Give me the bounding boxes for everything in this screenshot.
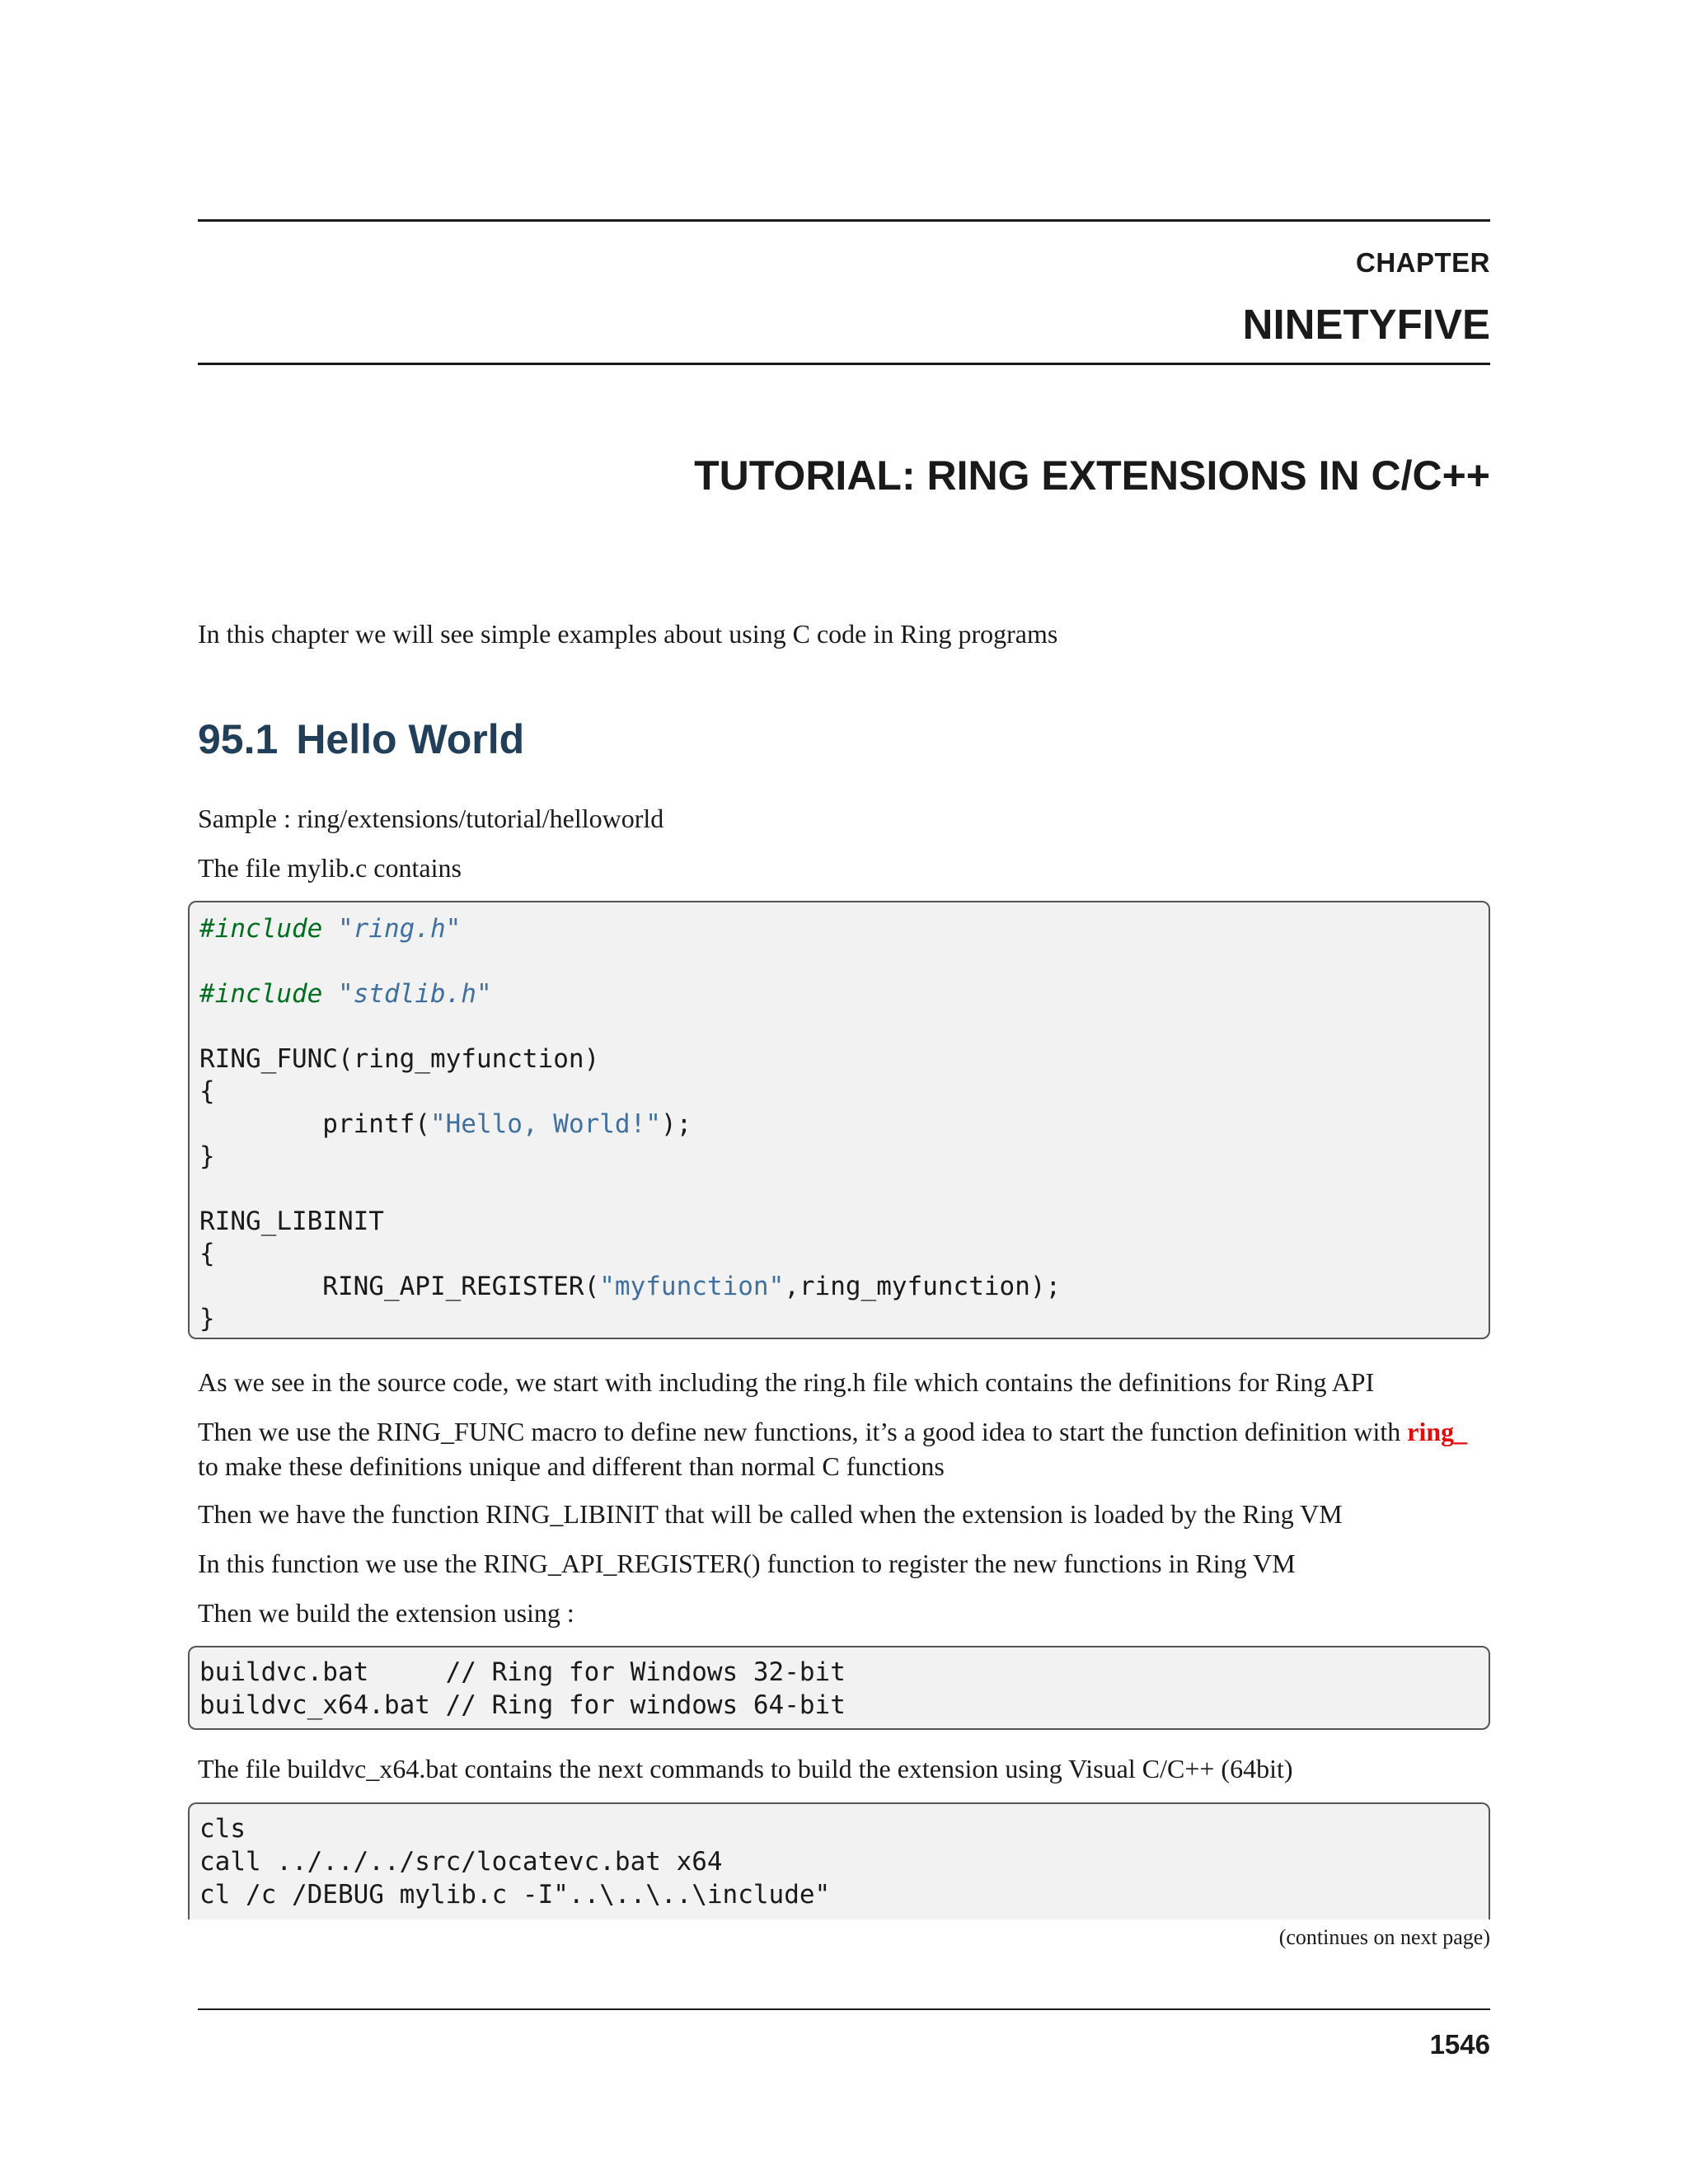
section-title: Hello World	[296, 716, 525, 762]
footer-rule	[198, 2008, 1490, 2010]
code-text: printf(	[199, 1109, 430, 1139]
code-line: {	[199, 1239, 215, 1268]
code-text: ,ring_myfunction);	[784, 1272, 1062, 1301]
section-number: 95.1	[198, 716, 279, 762]
continues-note: (continues on next page)	[1278, 1925, 1490, 1949]
code-line: RING_FUNC(ring_myfunction)	[199, 1044, 600, 1074]
ring-prefix-highlight: ring_	[1407, 1417, 1468, 1446]
code-line: buildvc.bat // Ring for Windows 32-bit	[199, 1657, 846, 1687]
code-line: call ../../../src/locatevc.bat x64	[199, 1847, 723, 1877]
chapter-number: NINETYFIVE	[1242, 301, 1490, 348]
intro-paragraph: In this chapter we will see simple examples about using C code in Ring programs	[198, 619, 1058, 649]
preprocessor-token: #include	[199, 914, 323, 944]
code-line	[199, 977, 492, 1010]
explain-text: Then we use the RING_FUNC macro to define new functions, it’s a good idea to start the function definition with	[198, 1417, 1408, 1446]
explain-paragraph: In this function we use the RING_API_REGISTER() function to register the new functions in Ring VM	[198, 1549, 1296, 1578]
chapter-label: CHAPTER	[1355, 247, 1490, 278]
code-line: buildvc_x64.bat // Ring for windows 64-bit	[199, 1690, 846, 1720]
explain-text: to make these definitions unique and different than normal C functions	[198, 1451, 945, 1481]
code-line: {	[199, 1076, 215, 1106]
chapter-title: TUTORIAL: RING EXTENSIONS IN C/C++	[694, 452, 1490, 499]
code-line: cl /c /DEBUG mylib.c -I"..\..\..\include"	[199, 1880, 831, 1910]
include-file-token: "ring.h"	[337, 914, 462, 944]
string-token: "Hello, World!"	[429, 1109, 661, 1139]
code-line: }	[199, 1304, 215, 1333]
code-block-mylib-c	[188, 901, 1490, 1339]
section-heading	[198, 715, 524, 763]
explain-paragraph	[198, 1414, 1490, 1483]
code-text: );	[660, 1109, 692, 1139]
string-token: "myfunction"	[599, 1272, 785, 1301]
include-file-token: "stdlib.h"	[337, 979, 492, 1009]
code-line	[199, 1270, 1061, 1303]
chapter-bottom-rule	[198, 363, 1490, 365]
code-line	[199, 912, 461, 945]
code-text: RING_API_REGISTER(	[199, 1272, 600, 1301]
code-line: }	[199, 1141, 215, 1171]
preprocessor-token: #include	[199, 979, 323, 1009]
chapter-top-rule	[198, 219, 1490, 222]
code-line: RING_LIBINIT	[199, 1207, 384, 1236]
file-intro-paragraph: The file mylib.c contains	[198, 853, 462, 883]
code-block-buildvc-x64	[188, 1802, 1490, 1919]
sample-path-paragraph: Sample : ring/extensions/tutorial/helloworld	[198, 804, 664, 833]
explain-paragraph: Then we build the extension using :	[198, 1598, 574, 1628]
code-line: cls	[199, 1814, 246, 1844]
explain-paragraph: As we see in the source code, we start with including the ring.h file which contains the definitions for Ring API	[198, 1367, 1375, 1397]
build-intro-paragraph: The file buildvc_x64.bat contains the next commands to build the extension using Visual C/C++ (64bit)	[198, 1754, 1293, 1783]
explain-paragraph: Then we have the function RING_LIBINIT that will be called when the extension is loaded by the Ring VM	[198, 1499, 1343, 1529]
page-number: 1546	[1429, 2029, 1490, 2060]
code-block-build-commands	[188, 1646, 1490, 1730]
code-line	[199, 1108, 692, 1141]
